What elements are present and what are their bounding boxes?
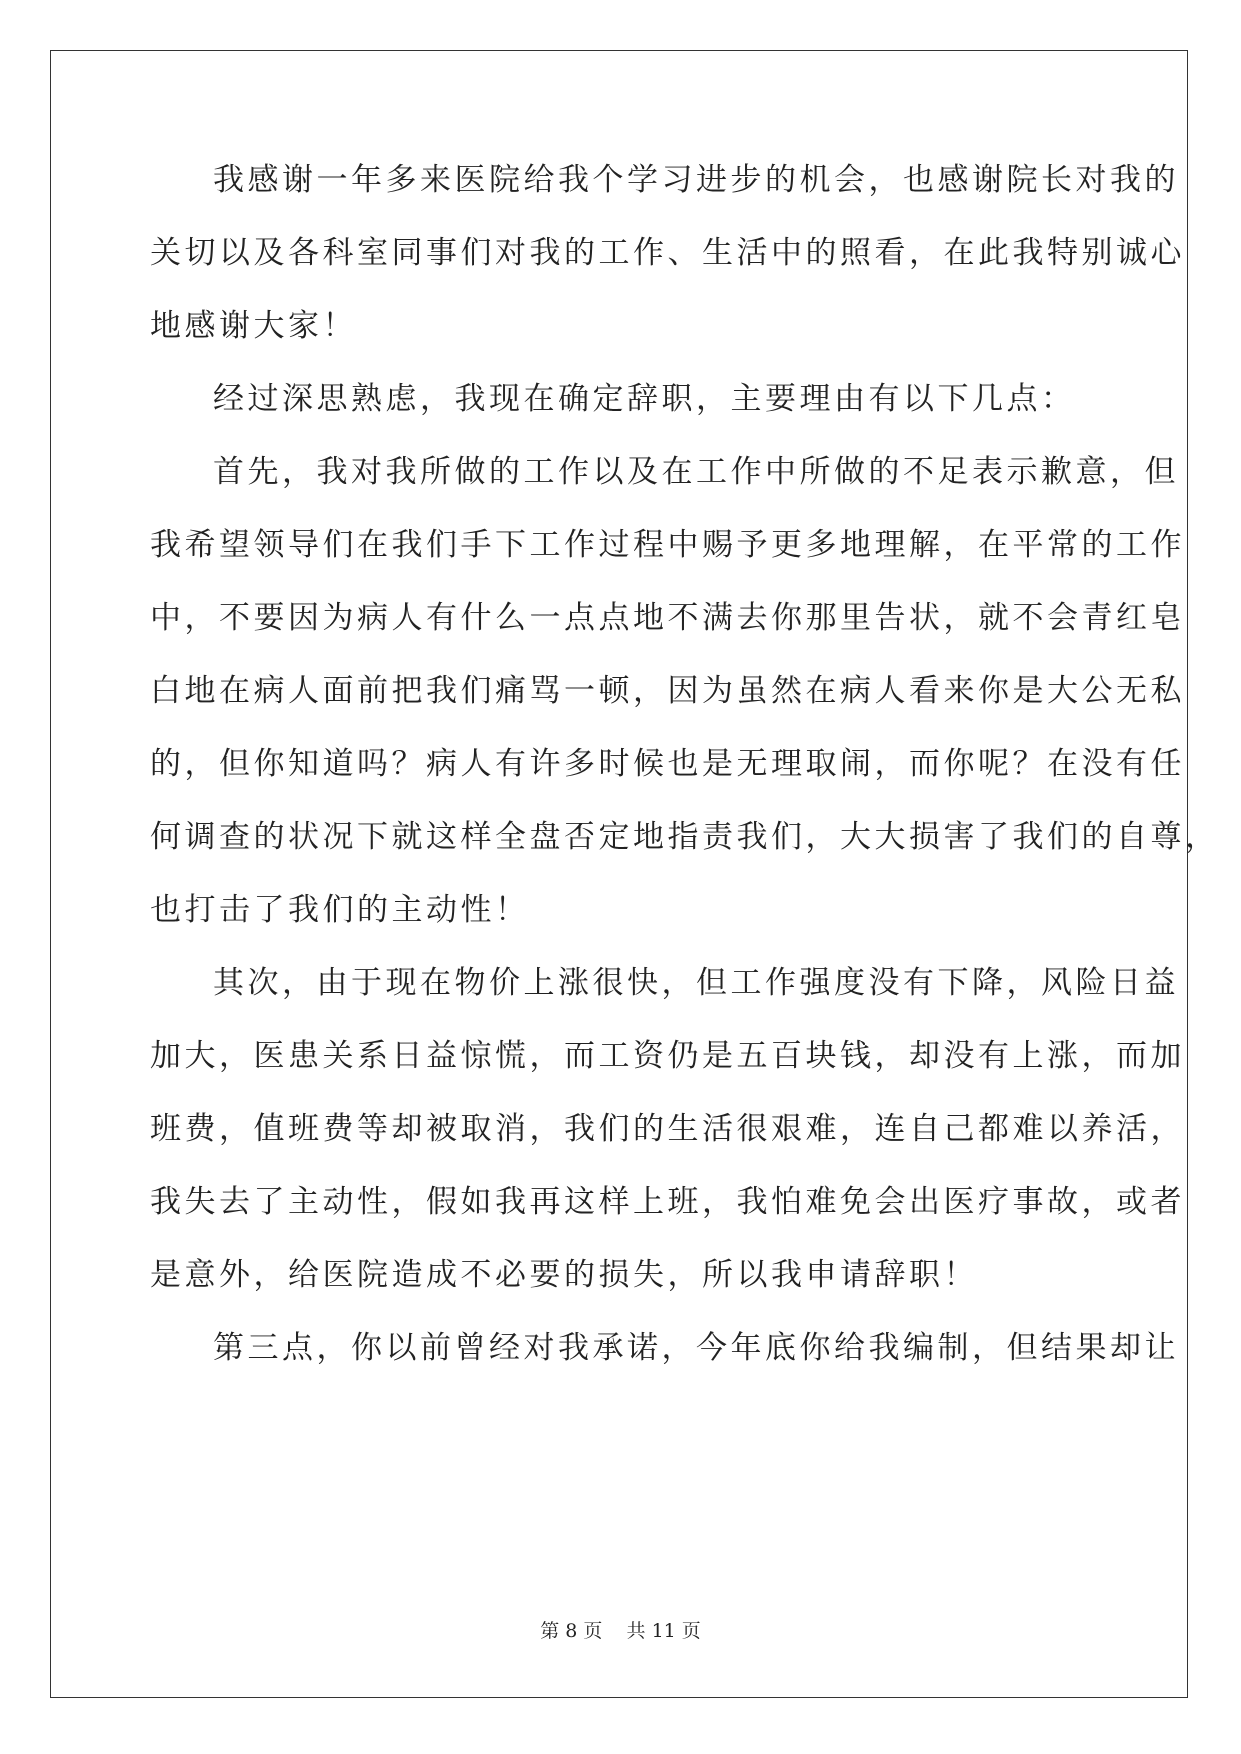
page-number: 第 8 页 共 11 页 xyxy=(540,1620,701,1642)
text-line: 我感谢一年多来医院给我个学习进步的机会，也感谢院长对我的 xyxy=(213,162,1179,198)
text-line: 何调查的状况下就这样全盘否定地指责我们，大大损害了我们的自尊， xyxy=(150,819,1220,855)
text-line: 白地在病人面前把我们痛骂一顿，因为虽然在病人看来你是大公无私 xyxy=(150,673,1185,709)
text-line: 首先，我对我所做的工作以及在工作中所做的不足表示歉意，但 xyxy=(213,454,1179,490)
text-line: 经过深思熟虑，我现在确定辞职，主要理由有以下几点： xyxy=(213,381,1076,417)
text-line: 我希望领导们在我们手下工作过程中赐予更多地理解，在平常的工作 xyxy=(150,527,1185,563)
text-line: 其次，由于现在物价上涨很快，但工作强度没有下降，风险日益 xyxy=(213,965,1179,1001)
text-line: 第三点，你以前曾经对我承诺，今年底你给我编制，但结果却让 xyxy=(213,1330,1179,1366)
text-line: 中，不要因为病人有什么一点点地不满去你那里告状，就不会青红皂 xyxy=(150,600,1185,636)
text-line: 的，但你知道吗？病人有许多时候也是无理取闹，而你呢？在没有任 xyxy=(150,746,1185,782)
text-line: 我失去了主动性，假如我再这样上班，我怕难免会出医疗事故，或者 xyxy=(150,1184,1185,1220)
text-line: 加大，医患关系日益惊慌，而工资仍是五百块钱，却没有上涨，而加 xyxy=(150,1038,1185,1074)
text-line: 是意外，给医院造成不必要的损失，所以我申请辞职！ xyxy=(150,1257,978,1293)
text-line: 班费，值班费等却被取消，我们的生活很艰难，连自己都难以养活， xyxy=(150,1111,1185,1147)
text-line: 关切以及各科室同事们对我的工作、生活中的照看，在此我特别诚心 xyxy=(150,235,1185,271)
text-line: 也打击了我们的主动性！ xyxy=(150,892,530,928)
page-frame xyxy=(50,50,1188,1698)
text-line: 地感谢大家！ xyxy=(150,308,357,344)
